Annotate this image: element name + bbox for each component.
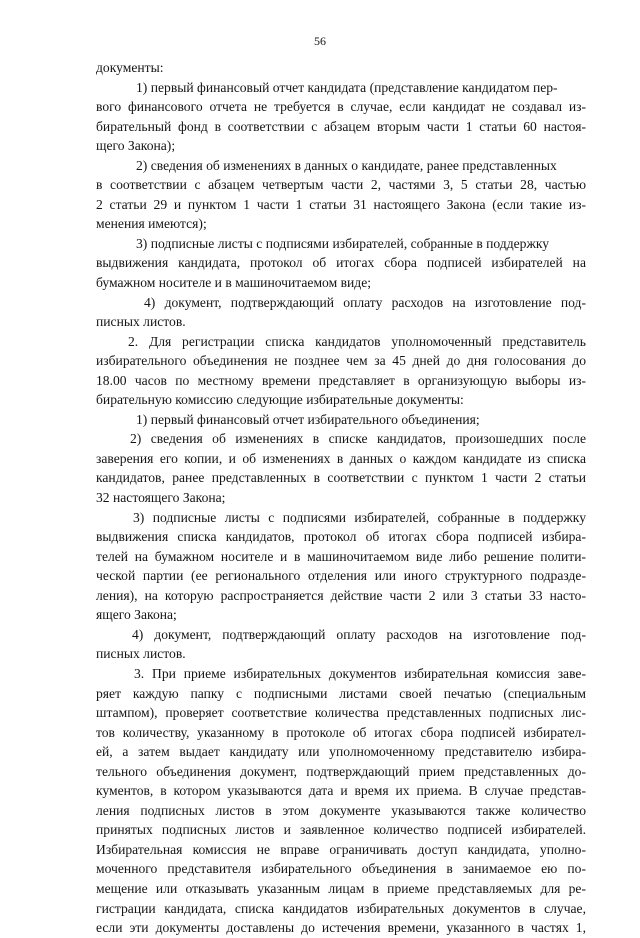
text-line: телей на бумажном носителе и в машиночитаемом виде либо решение полити- [96,548,586,564]
text-line: писных листов. [96,314,186,330]
text-line: ящего Закона; [96,607,177,623]
text-line: тов количеству, указанному в протоколе об итогах сбора подписей избирател- [96,724,586,740]
text-line: писных листов. [96,646,186,662]
document-body [96,58,586,938]
text-line: в соответствии с абзацем четвертым части 2, частями 3, 5 статьи 28, частью [96,177,586,193]
text-line: гистрации кандидата, списка кандидатов избирательных документов в случае, [96,900,586,916]
text-line: 2) сведения об изменениях в списке кандидатов, произошедших после [130,431,586,447]
text-line: ей, а затем выдает кандидату или уполномоченному представителю избира- [96,744,586,760]
text-line: ческой партии (ее регионального отделения или иного структурного подразде- [96,568,586,584]
text-line: заверения его копии, и об изменениях в данных о каждом кандидате из списка [96,450,586,466]
text-line: если эти документы доставлены до истечения времени, указанного в частях 1, [96,920,586,936]
text-line: кументов, в котором указываются дата и время их приема. В случае представ- [96,783,586,799]
text-line: 4) документ, подтверждающий оплату расходов на изготовление под- [132,626,586,642]
page-number: 56 [314,34,326,48]
text-line: кандидатов, ранее представленных в соответствии с пунктом 1 части 2 статьи [96,470,586,486]
text-line: ряет каждую папку с подписными листами своей печатью (специальным [96,685,586,701]
text-line: 18.00 часов по местному времени представляет в организующую выборы из- [96,372,586,388]
text-line: Избирательная комиссия не вправе ограничивать доступ кандидата, уполно- [96,841,586,857]
text-line: бирательную комиссию следующие избирательные документы: [96,392,464,408]
text-line: щего Закона); [96,138,176,154]
text-line: выдвижения списка кандидатов, протокол об итогах сбора подписей избира- [96,529,586,545]
text-line: 3) подписные листы с подписями избирателей, собранные в поддержку [136,235,550,251]
text-line: менения имеются); [96,216,207,232]
text-line: 2. Для регистрации списка кандидатов уполномоченный представитель [128,333,586,349]
text-line: ления), на которую распространяется действие части 2 или 3 статьи 33 насто- [96,587,586,603]
text-line: 2 статьи 29 и пунктом 1 части 1 статьи 31 настоящего Закона (если такие из- [96,196,586,212]
text-line: тельного объединения документ, подтверждающий прием представленных до- [96,763,586,779]
text-line: принятых подписных листов и заявленное количество подписей избирателей. [96,822,586,838]
text-line: бирательный фонд в соответствии с абзацем вторым части 1 статьи 60 настоя- [96,118,586,134]
text-line: моченного представителя избирательного объединения в занимаемое ею по- [96,861,586,877]
text-line: 4) документ, подтверждающий оплату расходов на изготовление под- [144,294,586,310]
text-line: избирательного объединения не позднее чем за 45 дней до дня голосования до [96,353,586,369]
text-line: ления подписных листов в этом документе указываются также количество [96,802,586,818]
text-line: вого финансового отчета не требуется в случае, если кандидат не создавал из- [96,99,586,115]
text-line: 1) первый финансовый отчет кандидата (представление кандидатом пер- [136,79,558,95]
text-line: документы: [96,60,164,75]
text-line: 3. При приеме избирательных документов избирательная комиссия заве- [134,665,586,681]
text-line: выдвижения кандидата, протокол об итогах сбора подписей избирателей на [96,255,586,271]
text-line: 1) первый финансовый отчет избирательного объединения; [136,411,480,427]
text-line: штампом), проверяет соответствие количества представленных подписных лис- [96,705,586,721]
text-line: 2) сведения об изменениях в данных о кандидате, ранее представленных [136,157,557,173]
text-line: бумажном носителе и в машиночитаемом виде; [96,275,372,291]
text-line: мещение или отказывать указанным лицам в приеме представляемых для ре- [96,880,586,896]
text-line: 32 настоящего Закона; [96,490,226,506]
text-line: 3) подписные листы с подписями избирателей, собранные в поддержку [133,509,586,525]
